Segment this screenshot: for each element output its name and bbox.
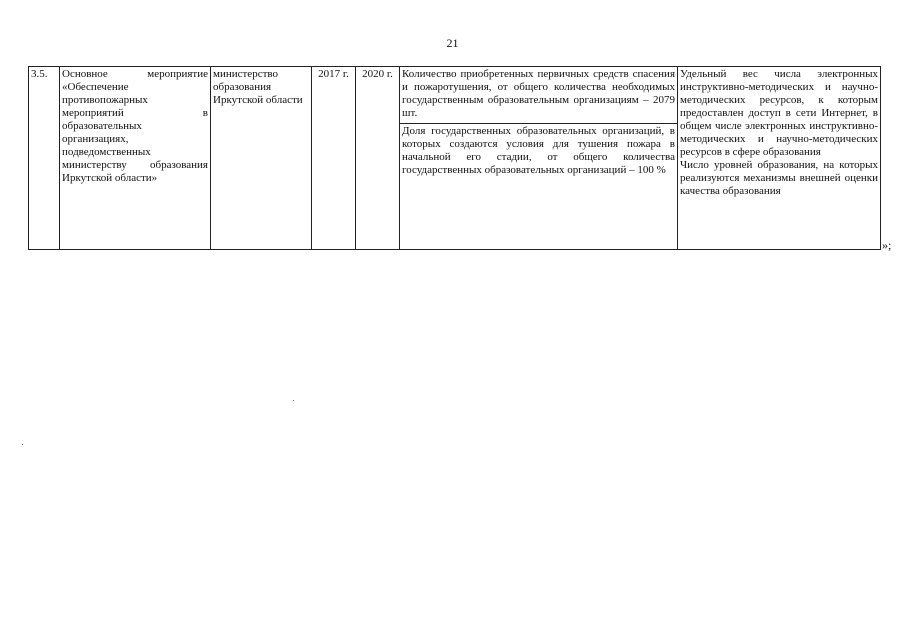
end-year: 2020 г. bbox=[356, 67, 400, 250]
indicator-1: Удельный вес числа электронных инструктивно-методических и научно-методических ресурсов, к которым предоставлен доступ в сети Интернет, в общем числе электронных инструктивно-методических и научно-методических ресурсов в сфере образования bbox=[680, 68, 878, 158]
program-table bbox=[28, 66, 881, 250]
page-number: 21 bbox=[446, 36, 459, 50]
executor: министерство образования Иркутской области bbox=[211, 67, 312, 250]
table-row bbox=[29, 67, 881, 124]
event-name: Основное мероприятие «Обеспечение противопожарных мероприятий в образовательных организациях, подведомственных министерству образования Иркутской области» bbox=[60, 67, 211, 250]
indicators-cell bbox=[678, 67, 881, 250]
scan-speck bbox=[22, 444, 23, 445]
row-number: 3.5. bbox=[29, 67, 60, 250]
start-year: 2017 г. bbox=[312, 67, 356, 250]
scan-speck bbox=[293, 400, 294, 401]
expected-result-2: Доля государственных образовательных организаций, в которых создаются условия для тушения пожара в начальной его стадии, от общего количества государственных образовательных организаций – 100 % bbox=[400, 124, 678, 250]
closing-quote: »; bbox=[882, 238, 892, 252]
indicator-2: Число уровней образования, на которых реализуются механизмы внешней оценки качества образования bbox=[680, 159, 878, 197]
expected-result-1: Количество приобретенных первичных средств спасения и пожаротушения, от общего количества необходимых государственным образовательным организациям – 2079 шт. bbox=[400, 67, 678, 124]
